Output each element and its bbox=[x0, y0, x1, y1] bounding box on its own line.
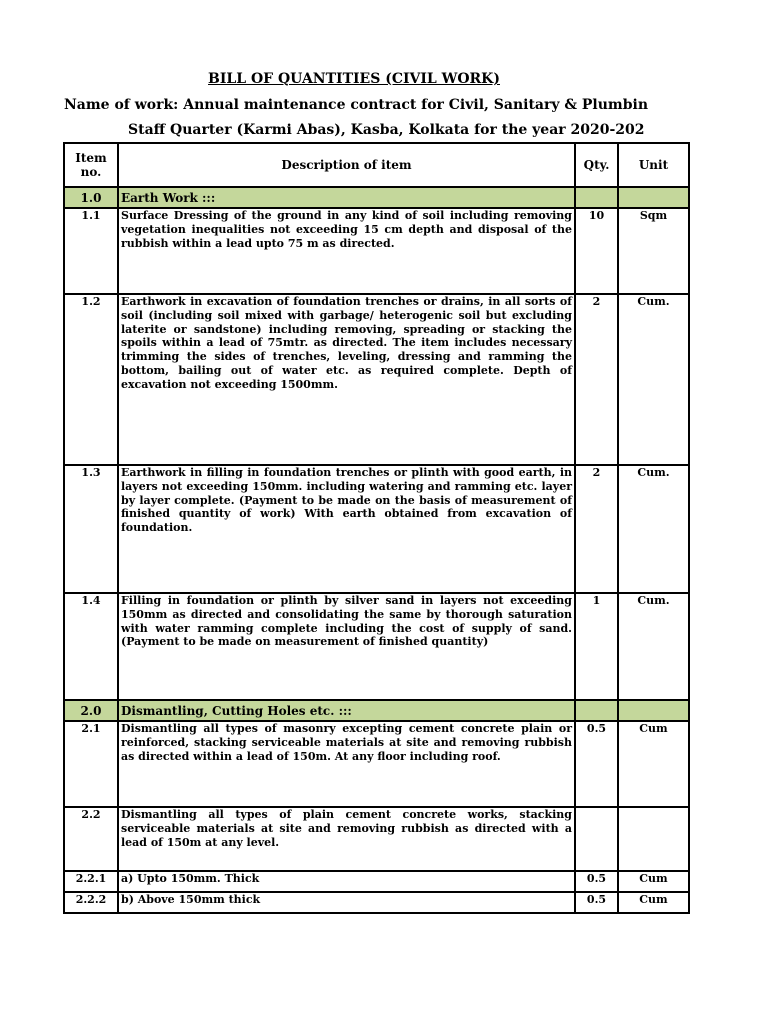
qty: 2 bbox=[575, 465, 618, 593]
unit: Cum bbox=[618, 721, 689, 807]
item-description: b) Above 150mm thick bbox=[118, 892, 575, 913]
unit bbox=[618, 807, 689, 871]
item-description: Surface Dressing of the ground in any kind of soil including removing vegetation inequalities not exceeding 15 cm depth and disposal of the rubbish within a lead upto 75 m as directed. bbox=[118, 208, 575, 294]
qty: 10 bbox=[575, 208, 618, 294]
section-title: Earth Work ::: bbox=[118, 187, 575, 208]
table-row bbox=[64, 593, 689, 700]
unit: Cum. bbox=[618, 465, 689, 593]
item-no: 2.2 bbox=[64, 807, 118, 871]
qty: 0.5 bbox=[575, 721, 618, 807]
item-description: Earthwork in excavation of foundation trenches or drains, in all sorts of soil (including soil mixed with garbage/ heterogenic soil but excluding laterite or sandstone) including removing, spreading or stacking the spoils within a lead of 75mtr. as directed. The item includes necessary trimming the sides of trenches, leveling, dressing and ramming the bottom, bailing out of water etc. as required complete. Depth of excavation not exceeding 1500mm. bbox=[118, 294, 575, 465]
unit bbox=[618, 187, 689, 208]
section-title: Dismantling, Cutting Holes etc. ::: bbox=[118, 700, 575, 721]
name-of-work-line: Name of work: Annual maintenance contract for Civil, Sanitary & Plumbin bbox=[64, 97, 649, 113]
table-row bbox=[64, 807, 689, 871]
item-no: 1.1 bbox=[64, 208, 118, 294]
qty bbox=[575, 187, 618, 208]
item-no: 1.3 bbox=[64, 465, 118, 593]
qty: 0.5 bbox=[575, 871, 618, 892]
item-no: 2.2.1 bbox=[64, 871, 118, 892]
unit: Cum. bbox=[618, 294, 689, 465]
item-no: 1.2 bbox=[64, 294, 118, 465]
document-title: BILL OF QUANTITIES (CIVIL WORK) bbox=[208, 71, 500, 87]
qty: 2 bbox=[575, 294, 618, 465]
unit: Cum bbox=[618, 871, 689, 892]
header-unit: Unit bbox=[618, 143, 689, 187]
item-description: a) Upto 150mm. Thick bbox=[118, 871, 575, 892]
qty bbox=[575, 807, 618, 871]
table-header-row bbox=[64, 143, 689, 187]
qty: 1 bbox=[575, 593, 618, 700]
table-row bbox=[64, 465, 689, 593]
unit: Cum. bbox=[618, 593, 689, 700]
item-description: Dismantling all types of masonry excepting cement concrete plain or reinforced, stacking serviceable materials at site and removing rubbish as directed within a lead of 150m. At any floor including roof. bbox=[118, 721, 575, 807]
item-no: 1.4 bbox=[64, 593, 118, 700]
table-row bbox=[64, 208, 689, 294]
header-item-no: Item no. bbox=[64, 143, 118, 187]
unit bbox=[618, 700, 689, 721]
qty bbox=[575, 700, 618, 721]
table-row bbox=[64, 871, 689, 892]
table-row bbox=[64, 721, 689, 807]
section-row bbox=[64, 700, 689, 721]
item-no: 2.0 bbox=[64, 700, 118, 721]
item-no: 1.0 bbox=[64, 187, 118, 208]
qty: 0.5 bbox=[575, 892, 618, 913]
section-row bbox=[64, 187, 689, 208]
item-no: 2.1 bbox=[64, 721, 118, 807]
table-row bbox=[64, 892, 689, 913]
item-description: Earthwork in filling in foundation trenches or plinth with good earth, in layers not exceeding 150mm. including watering and ramming etc. layer by layer complete. (Payment to be made on the basis of measurement of finished quantity of work) With earth obtained from excavation of foundation. bbox=[118, 465, 575, 593]
item-description: Dismantling all types of plain cement concrete works, stacking serviceable materials at site and removing rubbish as directed with a lead of 150m at any level. bbox=[118, 807, 575, 871]
work-location-line: Staff Quarter (Karmi Abas), Kasba, Kolkata for the year 2020-202 bbox=[128, 122, 645, 138]
item-description: Filling in foundation or plinth by silver sand in layers not exceeding 150mm as directed and consolidating the same by thorough saturation with water ramming complete including the cost of supply of sand. (Payment to be made on measurement of finished quantity) bbox=[118, 593, 575, 700]
unit: Sqm bbox=[618, 208, 689, 294]
unit: Cum bbox=[618, 892, 689, 913]
item-no: 2.2.2 bbox=[64, 892, 118, 913]
header-description: Description of item bbox=[118, 143, 575, 187]
table-row bbox=[64, 294, 689, 465]
bill-of-quantities-table bbox=[63, 142, 690, 914]
header-qty: Qty. bbox=[575, 143, 618, 187]
